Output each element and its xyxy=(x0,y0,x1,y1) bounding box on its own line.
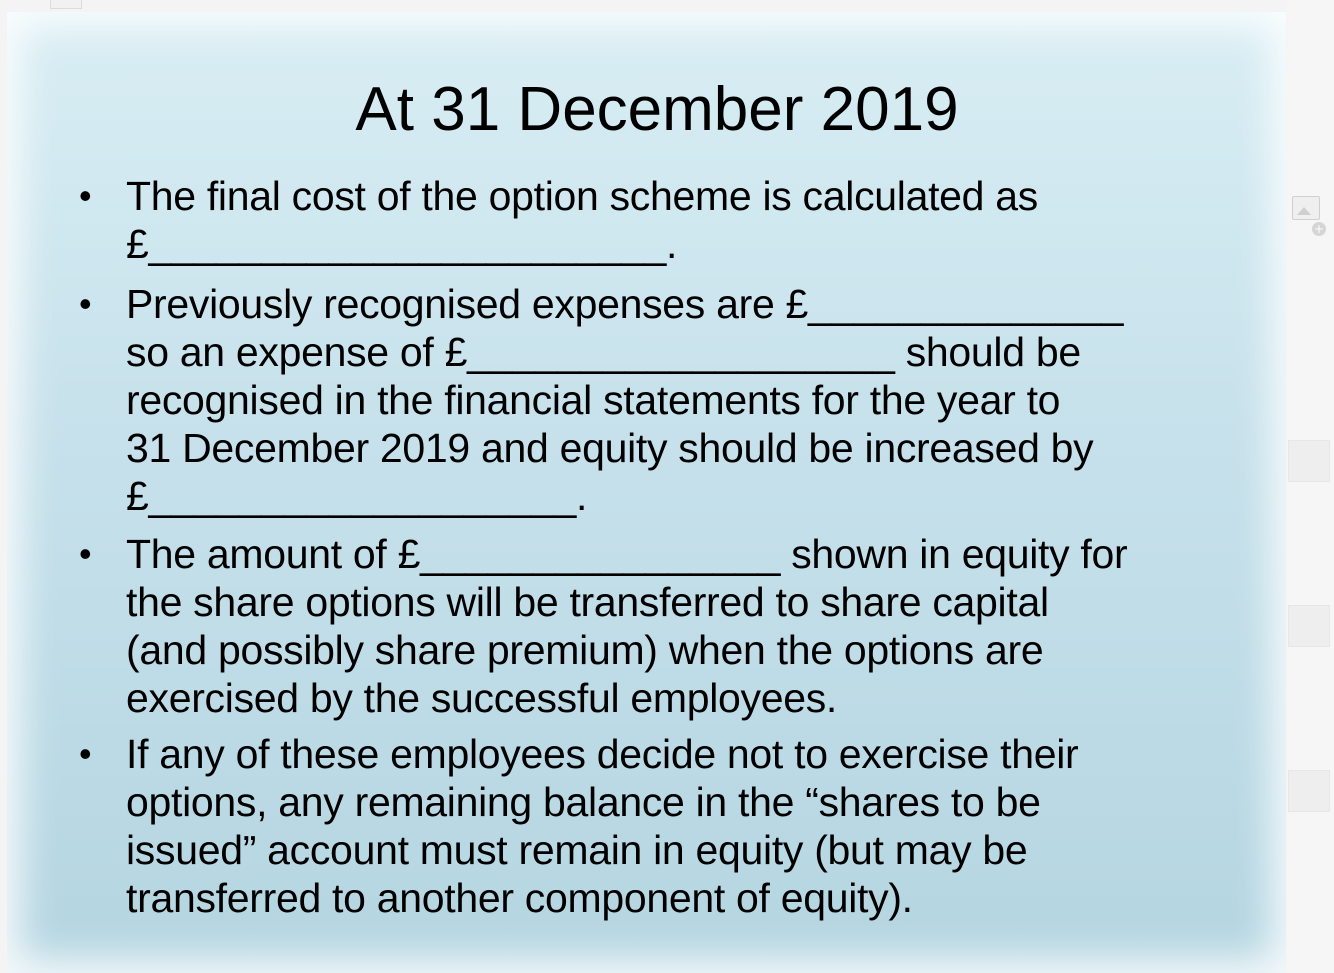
bullet-line: The amount of £________________ shown in equity for xyxy=(126,531,1128,577)
bullet-line: (and possibly share premium) when the options are xyxy=(126,627,1044,673)
bullet-item xyxy=(79,530,1236,722)
bullet-dot: • xyxy=(79,283,92,324)
bullet-item xyxy=(79,280,1236,520)
bullet-line: 31 December 2019 and equity should be increased by xyxy=(126,425,1094,471)
bullet-dot: • xyxy=(79,533,92,574)
bullet-item xyxy=(79,730,1236,922)
bullet-line: the share options will be transferred to share capital xyxy=(126,579,1049,625)
slide-canvas xyxy=(7,12,1286,973)
bullet-line: recognised in the financial statements for the year to xyxy=(126,377,1061,423)
slide-title: At 31 December 2019 xyxy=(355,75,959,144)
bullet-line: exercised by the successful employees. xyxy=(126,675,838,721)
bullet-dot: • xyxy=(79,175,92,216)
slide-thumbnail[interactable] xyxy=(1288,770,1330,812)
bullet-line: Previously recognised expenses are £______________ xyxy=(126,281,1124,327)
bullet-line: issued” account must remain in equity (but may be xyxy=(126,827,1028,873)
bullet-line: options, any remaining balance in the “shares to be xyxy=(126,779,1041,825)
image-placeholder-icon[interactable] xyxy=(1292,196,1320,220)
bullet-item xyxy=(79,172,1236,268)
slide-thumbnail-strip xyxy=(1287,0,1334,973)
slide-thumbnail[interactable] xyxy=(1288,605,1330,647)
bullet-line: £___________________. xyxy=(126,473,588,519)
bullet-line: so an expense of £___________________ should be xyxy=(126,329,1081,375)
bullet-line: transferred to another component of equity). xyxy=(126,875,913,921)
bullet-dot: • xyxy=(79,733,92,774)
bullet-line: £_______________________. xyxy=(126,221,678,267)
bullet-line: If any of these employees decide not to exercise their xyxy=(126,731,1079,777)
add-icon[interactable]: + xyxy=(1313,222,1325,236)
tab-handle-icon xyxy=(50,0,82,9)
bullet-line: The final cost of the option scheme is calculated as xyxy=(126,173,1038,219)
slide-thumbnail[interactable] xyxy=(1288,440,1330,482)
